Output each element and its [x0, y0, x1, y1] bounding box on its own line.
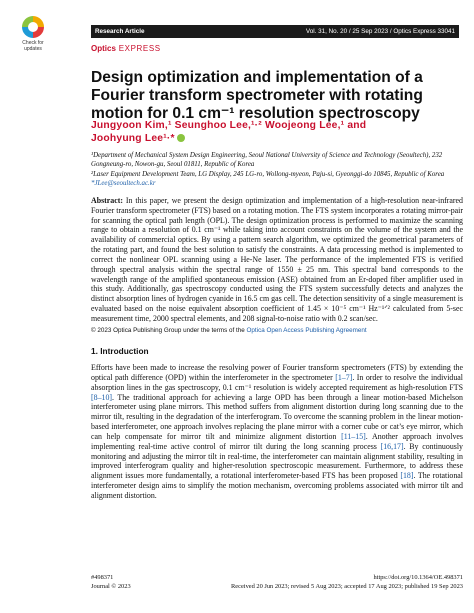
- reference-link[interactable]: [16,17]: [380, 441, 404, 451]
- check-for-updates-icon: [22, 16, 44, 38]
- reference-link[interactable]: [8–10]: [91, 392, 113, 402]
- abstract-text: In this paper, we present the design optimization and implementation of a high-resolution near-infrared Fourier transform spectrometer (FTS) based on a rotating motion. The FTS system incorporates a rotating mirror-pair for scanning the optical path length (OPL). The design optimization process is performed to maximize the scanning range to obtain a resolution of 0.1 cm⁻¹ while taking into account constraints on the volume of the system and the availability of commercial optics. By using a pattern search algorithm, we optimized the geometrical parameters of the rotating part, and found the best solution to satisfy the constraints. A data processing method is implemented to correct the nonlinear OPL scanning using a He-Ne laser. The performance of the implemented FTS is verified through spectral analysis within the spectral range of 1550 ± 25 nm. This spectral band corresponds to the wavelength range of the amplified spontaneous emission (ASE) obtained from an Er-doped fiber amplifier used in this study. Additionally, gas spectroscopy conducted using the FTS system successfully detects and analyzes the distinct absorption lines of hydrogen cyanide in 16.5 cm gas cell. The detection sensitivity of a single measurement is evaluated based on the noise equivalent absorption coefficient of 1.45 × 10⁻⁵ cm⁻¹ Hz⁻¹ᐟ² calculated from 5-sec measurement time, 2000 spectral elements, and 208 signal-to-noise ratio with 0.2 scan/sec.: [91, 196, 463, 323]
- copyright-notice: [91, 327, 463, 334]
- footer-right: [133, 574, 463, 591]
- journal-logo-part2: EXPRESS: [118, 44, 161, 53]
- open-access-agreement-link[interactable]: Optica Open Access Publishing Agreement: [246, 327, 367, 334]
- badge-text: Check for updates: [22, 40, 44, 52]
- affiliation-1: ¹Department of Mechanical System Design Engineering, Seoul National University of Science and Technology (Seoultech), 232 Gongneung-ro, Nowon-gu, Seoul 01811, Republic of Korea: [91, 152, 443, 169]
- journal-logo: [91, 44, 161, 53]
- article-type: Research Article: [95, 27, 145, 35]
- reference-link[interactable]: [18]: [400, 471, 414, 481]
- journal-logo-part1: Optics: [91, 44, 116, 53]
- section-heading-introduction: 1. Introduction: [91, 346, 149, 356]
- abstract: [91, 196, 463, 324]
- author-line-1: Jungyoon Kim,¹ Seunghoo Lee,¹·² Woojeong Lee,¹ and: [91, 120, 367, 131]
- doi-link[interactable]: https://doi.org/10.1364/OE.498371: [373, 574, 463, 581]
- affiliation-2: ²Laser Equipment Development Team, LG Display, 245 LG-ro, Wollong-myeon, Paju-si, Gyeonggi-do 10845, Republic of Korea: [91, 170, 445, 178]
- author-list: [91, 119, 463, 145]
- footer-left: [91, 574, 131, 591]
- orcid-icon[interactable]: [177, 134, 185, 142]
- affiliations: [91, 151, 463, 189]
- paper-title: Design optimization and implementation of a Fourier transform spectrometer with rotating motion for 0.1 cm⁻¹ resolution spectroscopy: [91, 69, 423, 122]
- citation-info: Vol. 31, No. 20 / 25 Sep 2023 / Optics Express 33041: [305, 27, 455, 35]
- corresponding-email[interactable]: *JLee@seoultech.ac.kr: [91, 180, 156, 188]
- journal-copyright: Journal © 2023: [91, 582, 131, 590]
- reference-link[interactable]: [11–15]: [341, 431, 366, 441]
- copyright-text: © 2023 Optica Publishing Group under the terms of the: [91, 327, 245, 334]
- article-header-bar: [91, 25, 459, 38]
- introduction-body: Efforts have been made to increase the resolving power of Fourier transform spectrometers (FTS) by extending the optical path difference (OPD) within the interferometer in the spectrometer [1–7]. In order to resolve the individual absorption lines in the gas spectroscopy, 0.1 cm⁻¹ resolution is widely accepted requirement as high-resolution FTS [8–10]. The traditional approach for achieving a large OPD has been through a linear motion-based Michelson interferometer using plane mirrors. This method suffers from alignment distortion during long scanning due to the mirror tilt, resulting in the degradation of the interferogram. To overcome the scanning problem in the linear motion-based interferometer, one approach involves replacing the plane mirror with a corner cube or cat’s eye mirror, which can help compensate for mirror tilt and minimize alignment distortion [11–15]. Another approach involves implementing real-time active control of mirror tilt during the long scanning process [16,17]. By continuously monitoring and adjusting the mirror tilt in real-time, the interferometer can maintain alignment stability, resulting in improved interferogram quality and higher-resolution spectroscopic measurement. Furthermore, to address these alignment issues more fundamentally, a rotational interferometer-based FTS has been proposed [18]. The rotational interferometer design aims to simplify the motion mechanism, overcoming problems associated with mirror tilt and alignment distortion.: [91, 363, 464, 500]
- abstract-label: Abstract:: [91, 196, 123, 205]
- check-for-updates-badge[interactable]: [9, 16, 57, 52]
- publication-dates: Received 20 Jun 2023; revised 5 Aug 2023; accepted 17 Aug 2023; published 19 Sep 2023: [231, 582, 463, 590]
- article-id: #498371: [91, 574, 114, 581]
- author-line-2: Joohyung Lee¹·*: [91, 133, 175, 144]
- reference-link[interactable]: [1–7]: [335, 372, 353, 382]
